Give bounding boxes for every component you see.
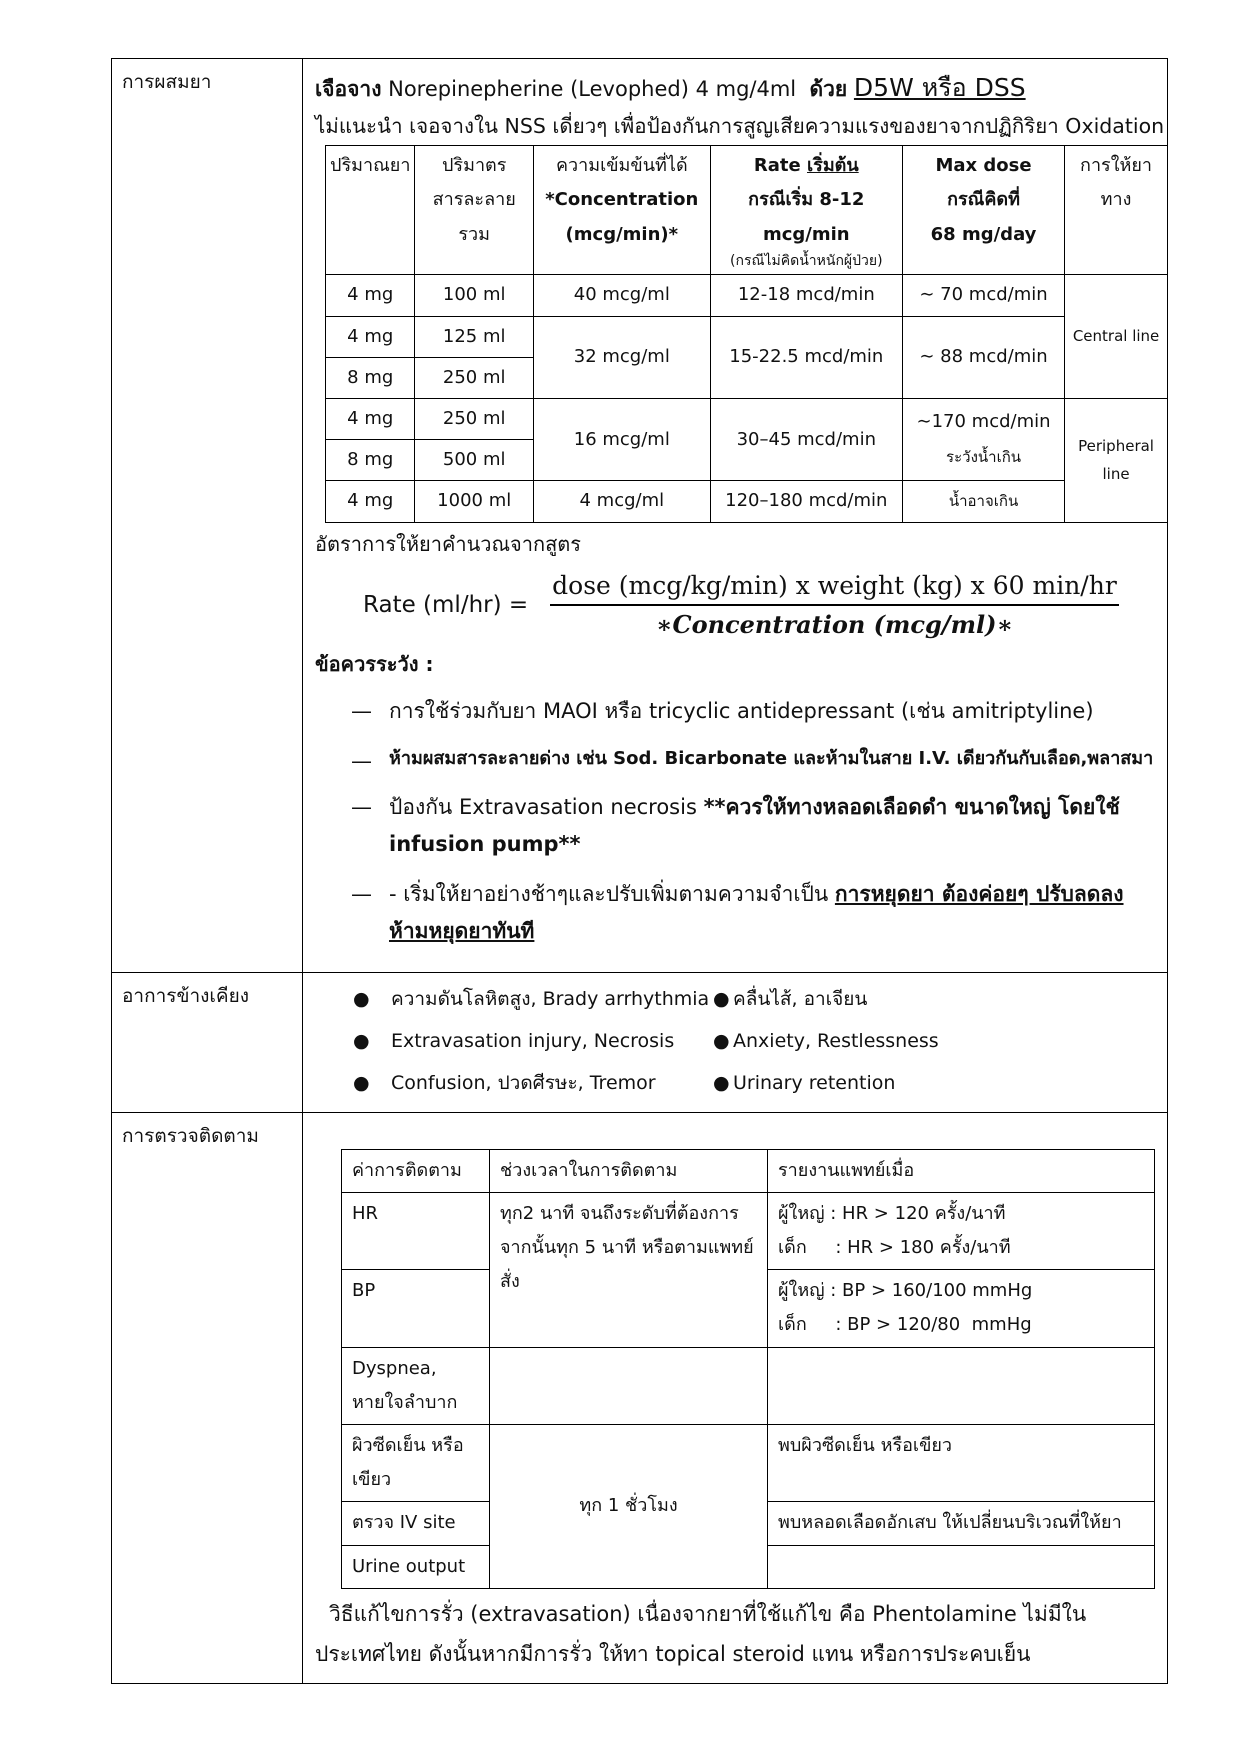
cell-max-note: ระวังน้ำเกิน: [946, 447, 1022, 466]
cell-parameter: Dyspnea, หายใจลำบาก: [342, 1347, 490, 1424]
formula-numerator: dose (mcg/kg/min) x weight (kg) x 60 min/hr: [550, 571, 1119, 606]
caution-text: ห้ามผสมสารละลายด่าง เช่น Sod. Bicarbonate และห้ามในสาย I.V. เดียวกันกับเลือด,พลาสมา: [389, 748, 1154, 770]
monitoring-section: [112, 1112, 1168, 1683]
side-effects-list: [315, 979, 1155, 1104]
cell-route-central: Central line: [1065, 275, 1168, 399]
caution-item: [315, 743, 1155, 775]
cell-concentration: 32 mcg/ml: [533, 316, 710, 398]
cell-volume: 250 ml: [415, 357, 534, 398]
cell-volume: 250 ml: [415, 398, 534, 439]
caution-text: การใช้ร่วมกับยา MAOI หรือ tricyclic antidepressant (เช่น amitriptyline): [389, 698, 1094, 723]
drug-monograph-page: [111, 58, 1168, 1684]
cell-report: พบหลอดเลือดอักเสบ ให้เปลี่ยนบริเวณที่ให้ยา: [768, 1502, 1155, 1545]
dilution-line: [315, 69, 1155, 107]
cell-concentration: 16 mcg/ml: [533, 398, 710, 480]
caution-text: - เริ่มให้ยาอย่างช้าๆและปรับเพิ่มตามความจำเป็น: [389, 882, 835, 907]
monitoring-content: [303, 1112, 1168, 1683]
cell-max: [902, 398, 1064, 480]
cell-amount: 8 mg: [326, 440, 415, 481]
table-row: [326, 398, 1168, 439]
dilution-table-header: [326, 146, 1168, 275]
extravasation-note: วิธีแก้ไขการรั่ว (extravasation) เนื่องจากยาที่ใช้แก้ไข คือ Phentolamine ไม่มีในประเทศไทย ดังนั้นหากมีการรั่ว ให้ทา topical steroid แทน หรือการประคบเย็น: [315, 1601, 1087, 1666]
cell-route-peripheral: Peripheral line: [1065, 398, 1168, 522]
list-item: [353, 1067, 713, 1099]
formula-fraction: [550, 571, 1119, 639]
cell-concentration: 40 mcg/ml: [533, 275, 710, 316]
formula-denominator: ∗Concentration (mcg/ml)∗: [655, 609, 1014, 639]
bullet-icon: ●: [353, 1030, 370, 1053]
header-rate-line1: Rate: [753, 155, 807, 177]
list-item: [353, 1025, 713, 1057]
list-item: [713, 983, 1013, 1015]
cell-parameter: ผิวซีดเย็น หรือเขียว: [342, 1424, 490, 1501]
table-row: [326, 481, 1168, 522]
table-row: [342, 1192, 1155, 1269]
dash-icon: —: [351, 882, 372, 907]
cell-parameter: Urine output: [342, 1545, 490, 1588]
list-item: [713, 1067, 1013, 1099]
formula-intro: อัตราการให้ยาคำนวณจากสูตร: [315, 531, 582, 556]
header-interval: ช่วงเวลาในการติดตาม: [490, 1149, 768, 1192]
side-effect-text: Anxiety, Restlessness: [733, 1030, 939, 1053]
list-item: [713, 1025, 1013, 1057]
header-report: รายงานแพทย์เมื่อ: [768, 1149, 1155, 1192]
cell-max: ∼ 88 mcd/min: [902, 316, 1064, 398]
side-effect-text: คลื่นไส้, อาเจียน: [733, 987, 868, 1010]
nss-warning: ไม่แนะนำ เจอจางใน NSS เดี่ยวๆ เพื่อป้องกันการสูญเสียความแรงของยาจากปฏิกิริยา Oxidation: [315, 113, 1165, 138]
monitoring-table-header: [342, 1149, 1155, 1192]
cell-interval: ทุก 1 ชั่วโมง: [490, 1424, 768, 1588]
header-rate-start: เริ่มต้น: [807, 155, 859, 177]
dash-icon: —: [351, 749, 372, 774]
monitoring-label: การตรวจติดตาม: [112, 1112, 303, 1683]
cell-rate: 12-18 mcd/min: [710, 275, 902, 316]
header-max-dose: [902, 146, 1064, 275]
cell-amount: 8 mg: [326, 357, 415, 398]
header-rate-line2: กรณีเริ่ม 8-12 mcg/min: [748, 189, 865, 245]
cell-amount: 4 mg: [326, 316, 415, 357]
monograph-table: [111, 58, 1168, 1684]
cell-report: [768, 1270, 1155, 1347]
side-effect-text: Confusion, ปวดศีรษะ, Tremor: [391, 1072, 656, 1095]
table-row: [326, 316, 1168, 357]
side-effect-text: ความดันโลหิตสูง, Brady arrhythmia: [391, 987, 710, 1010]
bullet-icon: ●: [353, 987, 370, 1010]
formula-lhs: Rate (ml/hr) =: [363, 591, 529, 618]
report-adult: ผู้ใหญ่ : HR > 120 ครั้ง/นาที: [778, 1202, 1006, 1224]
cell-volume: 1000 ml: [415, 481, 534, 522]
cell-max-value: ∼170 mcd/min: [916, 411, 1051, 433]
cell-parameter: BP: [342, 1270, 490, 1347]
cell-report: [768, 1545, 1155, 1588]
header-rate: [710, 146, 902, 275]
cell-report: [768, 1347, 1155, 1424]
cell-interval: ทุก2 นาที จนถึงระดับที่ต้องการ จากนั้นทุก 5 นาที หรือตามแพทย์สั่ง: [490, 1192, 768, 1347]
cell-volume: 100 ml: [415, 275, 534, 316]
rate-formula: [363, 571, 1155, 639]
mixing-content: [303, 59, 1168, 973]
mixing-label: การผสมยา: [112, 59, 303, 973]
table-row: [342, 1347, 1155, 1424]
cell-interval: [490, 1347, 768, 1424]
header-rate-note: (กรณีไม่คิดน้ำหนักผู้ป่วย): [730, 252, 883, 269]
bullet-icon: ●: [353, 1072, 370, 1095]
cell-parameter: HR: [342, 1192, 490, 1269]
cell-concentration: 4 mcg/ml: [533, 481, 710, 522]
cell-volume: 500 ml: [415, 440, 534, 481]
header-amount: ปริมาณยา: [326, 146, 415, 275]
table-row: [342, 1424, 1155, 1501]
mixing-section: [112, 59, 1168, 973]
caution-item: [315, 789, 1155, 863]
cell-rate: 15-22.5 mcd/min: [710, 316, 902, 398]
caution-list: [315, 693, 1155, 950]
cell-amount: 4 mg: [326, 275, 415, 316]
dash-icon: —: [351, 698, 372, 723]
caution-title: ข้อควรระวัง :: [315, 651, 434, 676]
dilution-table: [325, 145, 1168, 522]
bullet-icon: ●: [713, 1072, 730, 1095]
header-concentration: [533, 146, 710, 275]
cell-volume: 125 ml: [415, 316, 534, 357]
cell-max: น้ำอาจเกิน: [902, 481, 1064, 522]
report-adult: ผู้ใหญ่ : BP > 160/100 mmHg: [778, 1280, 1033, 1302]
header-max-line3: 68 mg/day: [930, 223, 1037, 245]
drug-strength: Norepinepherine (Levophed) 4 mg/4ml: [381, 77, 803, 101]
bullet-icon: ●: [713, 987, 730, 1010]
side-effects-section: [112, 972, 1168, 1112]
side-effect-text: Urinary retention: [733, 1072, 896, 1095]
header-route: การให้ยาทาง: [1065, 146, 1168, 275]
caution-emphasis: การหยุดยา ต้องค่อยๆ ปรับลดลง ห้ามหยุดยาทันที: [389, 882, 1124, 944]
header-parameter: ค่าการติดตาม: [342, 1149, 490, 1192]
header-conc-line1: ความเข้มข้นที่ได้: [555, 155, 688, 177]
monitoring-table: [341, 1149, 1155, 1589]
cell-rate: 120–180 mcd/min: [710, 481, 902, 522]
side-effects-label: อาการข้างเคียง: [112, 972, 303, 1112]
bullet-icon: ●: [713, 1030, 730, 1053]
list-item: [353, 983, 713, 1015]
side-effect-text: Extravasation injury, Necrosis: [391, 1030, 675, 1053]
table-row: [326, 275, 1168, 316]
with-word: ด้วย: [809, 77, 848, 101]
report-child: เด็ก : BP > 120/80 mmHg: [778, 1314, 1032, 1336]
cell-report: [768, 1192, 1155, 1269]
cell-parameter: ตรวจ IV site: [342, 1502, 490, 1545]
cell-amount: 4 mg: [326, 398, 415, 439]
cell-amount: 4 mg: [326, 481, 415, 522]
caution-item: [315, 876, 1155, 950]
dilute-word: เจือจาง: [315, 77, 382, 101]
cell-report: พบผิวซีดเย็น หรือเขียว: [768, 1424, 1155, 1501]
caution-item: [315, 693, 1155, 730]
header-conc-line2: *Concentration (mcg/min)*: [545, 189, 699, 245]
side-effects-content: [303, 972, 1168, 1112]
header-volume: ปริมาตรสารละลายรวม: [415, 146, 534, 275]
cell-rate: 30–45 mcd/min: [710, 398, 902, 480]
caution-emphasis: **ควรให้ทางหลอดเลือดดำ ขนาดใหญ่ โดยใช้ infusion pump**: [389, 794, 1120, 856]
caution-text: ป้องกัน Extravasation necrosis: [389, 794, 704, 819]
cell-max: ∼ 70 mcd/min: [902, 275, 1064, 316]
dash-icon: —: [351, 794, 372, 819]
header-max-line2: กรณีคิดที่: [947, 189, 1020, 211]
diluent: D5W หรือ DSS: [853, 73, 1026, 102]
header-max-line1: Max dose: [935, 155, 1032, 177]
report-child: เด็ก : HR > 180 ครั้ง/นาที: [778, 1237, 1011, 1259]
